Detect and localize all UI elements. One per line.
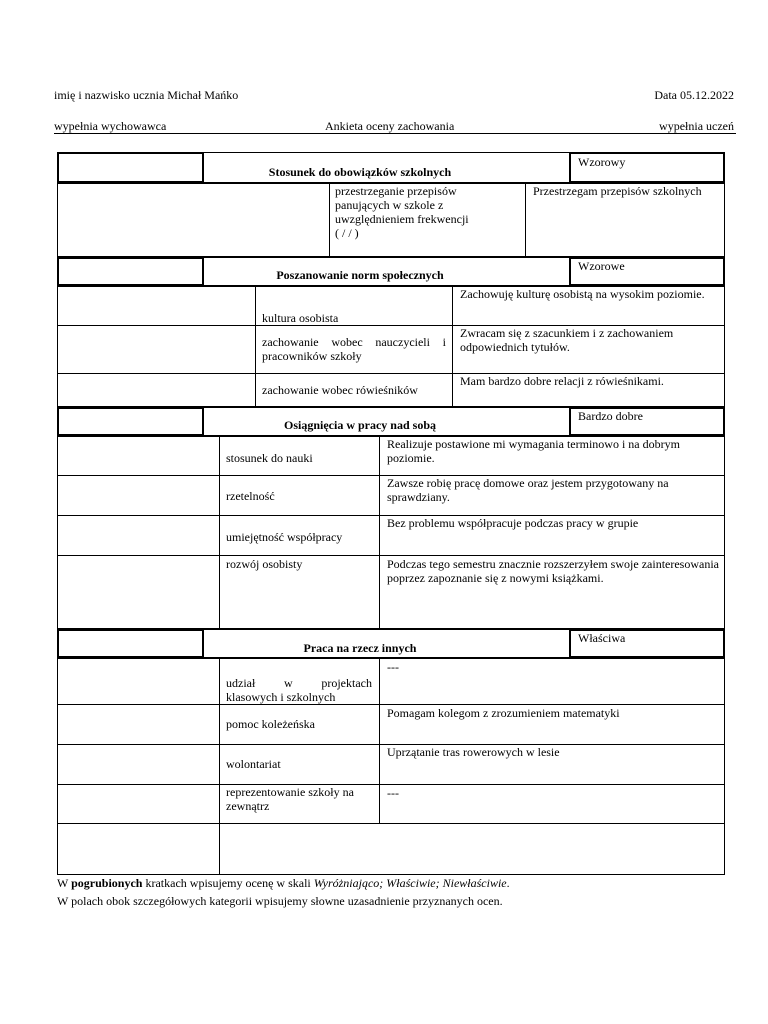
form-title: Ankieta oceny zachowania [325,119,455,133]
student-grade: Wzorowe [578,259,625,273]
category-label: pomoc koleżeńska [226,717,315,731]
student-justification[interactable]: Mam bardzo dobre relacji z rówieśnikami. [460,374,664,388]
student-justification[interactable]: Bez problemu współpracuje podczas pracy w grupie [387,516,639,530]
category-label: rozwój osobisty [226,557,303,571]
student-justification[interactable]: --- [387,786,399,800]
section-title: Stosunek do obowiązków szkolnych [268,165,452,179]
footnote-justification: W polach obok szczegółowych kategorii wpisujemy słowne uzasadnienie przyznanych ocen. [57,894,503,908]
student-grade: Wzorowy [578,155,626,169]
category-label: reprezentowanie szkoły na zewnątrz [226,785,354,813]
student-justification[interactable]: --- [387,660,399,674]
student-grade: Bardzo dobre [578,409,643,423]
date-label: Data 05.12.2022 [654,88,734,102]
student-name: imię i nazwisko ucznia Michał Mańko [54,88,239,102]
section-title: Praca na rzecz innych [303,641,417,655]
category-label: umiejętność współpracy [226,530,343,544]
teacher-grade-box[interactable] [57,407,204,436]
student-justification[interactable]: Realizuje postawione mi wymagania terminowo i na dobrym poziomie. [387,437,680,465]
student-justification[interactable]: Pomagam kolegom z zrozumieniem matematyki [387,706,620,720]
category-label: przestrzeganie przepisów panujących w szkole z uwzględnieniem frekwencji ( / / ) [335,184,469,240]
category-label: zachowanie wobec rówieśników [262,383,418,397]
footnote-grading-scale: W pogrubionych kratkach wpisujemy ocenę w skali Wyróżniająco; Właściwie; Niewłaściwie. [57,876,510,890]
category-label: stosunek do nauki [226,451,313,465]
teacher-grade-box[interactable] [57,152,204,183]
student-justification[interactable]: Zachowuję kulturę osobistą na wysokim poziomie. [460,287,705,301]
student-fills-label: wypełnia uczeń [659,119,734,133]
category-label: zachowanie wobec nauczycieli i pracowników szkoły [262,335,446,363]
category-label: kultura osobista [262,311,339,325]
student-justification[interactable]: Zawsze robię pracę domowe oraz jestem przygotowany na sprawdziany. [387,476,669,504]
category-label: wolontariat [226,757,281,771]
student-justification[interactable]: Zwracam się z szacunkiem i z zachowaniem odpowiednich tytułów. [460,326,674,354]
section-title: Poszanowanie norm społecznych [276,268,444,282]
category-label: rzetelność [226,489,275,503]
teacher-grade-box[interactable] [57,257,204,286]
header-divider [54,133,736,134]
student-justification[interactable]: Przestrzegam przepisów szkolnych [533,184,702,198]
student-grade: Właściwa [578,631,626,645]
teacher-grade-box[interactable] [57,629,204,658]
teacher-fills-label: wypełnia wychowawca [54,119,167,133]
category-label: udział w projektach klasowych i szkolnych [226,676,372,704]
student-justification[interactable]: Uprzątanie tras rowerowych w lesie [387,745,560,759]
student-justification[interactable]: Podczas tego semestru znacznie rozszerzyłem swoje zainteresowania poprzez zapoznanie się z nowymi książkami. [387,557,719,585]
section-title: Osiągnięcia w pracy nad sobą [283,418,436,432]
